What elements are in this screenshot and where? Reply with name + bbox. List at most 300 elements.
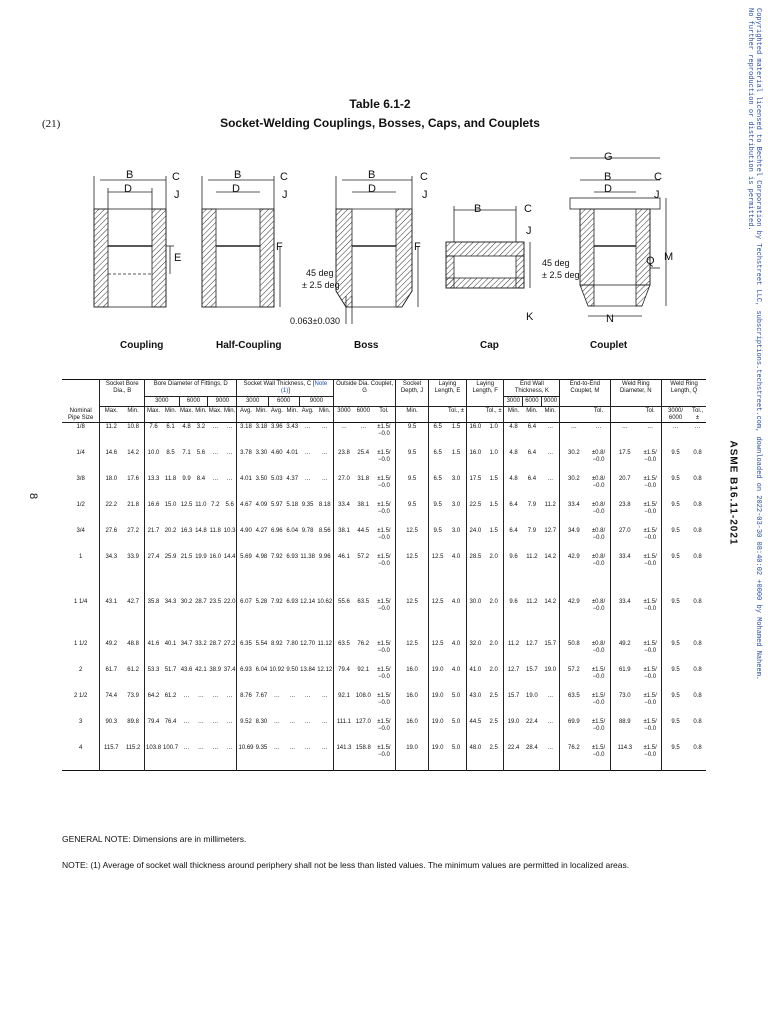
table-cell: 9.5 bbox=[662, 579, 689, 640]
fitting-drawings bbox=[60, 146, 710, 366]
table-cell: 19.0 bbox=[504, 718, 523, 744]
table-cell: 88.9 bbox=[610, 718, 639, 744]
table-cell: 11.8 bbox=[164, 476, 177, 483]
table-cell: 43.6 bbox=[180, 667, 193, 674]
nps-cell: 1 1/4 bbox=[74, 599, 88, 606]
table-cell: 11.0 bbox=[195, 502, 207, 509]
h-min: Min. bbox=[195, 407, 207, 414]
table-cell: 19.0 bbox=[429, 692, 446, 718]
table-cell: 38.1 bbox=[334, 527, 354, 553]
table-cell: 8.92 bbox=[270, 641, 283, 648]
table-cell: 23.8 bbox=[334, 449, 354, 475]
cap-dim-b: B bbox=[474, 203, 482, 215]
couplet-dim-b: B bbox=[604, 171, 612, 183]
table-cell: 0.8 bbox=[693, 502, 702, 509]
cap-dim-k: K bbox=[526, 311, 534, 323]
table-cell: … bbox=[321, 450, 328, 457]
h-min: Min. bbox=[544, 407, 556, 414]
h-g-3000: 3000 bbox=[334, 406, 354, 423]
table-cell: … bbox=[321, 424, 328, 431]
table-cell: 6.4 bbox=[527, 476, 537, 483]
table-cell: … bbox=[226, 450, 233, 457]
table-cell: … bbox=[610, 423, 639, 450]
h-max: Max. bbox=[208, 407, 222, 414]
table-cell: 9.5 bbox=[662, 744, 689, 771]
table-cell: 2.0 bbox=[489, 667, 498, 674]
table-row bbox=[62, 501, 706, 527]
table-cell: 5.03 bbox=[270, 476, 283, 483]
table-cell: ±1.5/ −0.0 bbox=[643, 641, 657, 655]
table-cell: 43.1 bbox=[100, 579, 122, 640]
table-cell: 19.0 bbox=[429, 744, 446, 771]
table-cell: 63.5 bbox=[357, 599, 370, 606]
table-cell: 23.5 bbox=[209, 599, 222, 606]
table-cell: 3.43 bbox=[286, 424, 299, 431]
table-cell: … bbox=[212, 719, 219, 726]
table-cell: 8.4 bbox=[196, 476, 206, 483]
table-cell: 6.4 bbox=[527, 450, 537, 457]
table-cell: 6.5 bbox=[429, 449, 446, 475]
coupling-dim-b: B bbox=[126, 169, 134, 181]
table-cell: 12.5 bbox=[180, 502, 193, 509]
col-nps: Nominal Pipe Size bbox=[62, 380, 100, 423]
couplet-dim-n: N bbox=[606, 313, 614, 325]
table-cell: 6.96 bbox=[270, 528, 283, 535]
table-cell: 30.2 bbox=[180, 599, 193, 606]
table-cell: 114.3 bbox=[610, 744, 639, 771]
table-cell: … bbox=[334, 423, 354, 450]
table-row bbox=[62, 744, 706, 771]
table-cell: ±1.5/ −0.0 bbox=[377, 745, 391, 759]
table-cell: 2.5 bbox=[489, 719, 498, 726]
table-cell: 9.5 bbox=[662, 475, 689, 501]
standard-side-label bbox=[718, 440, 748, 600]
table-cell: 7.67 bbox=[255, 693, 268, 700]
watermark-line-2: No further reproduction or distribution is permitted. bbox=[746, 8, 754, 231]
table-cell: 6.93 bbox=[237, 666, 255, 692]
table-cell: … bbox=[289, 719, 296, 726]
table-cell: 33.9 bbox=[127, 554, 139, 561]
table-cell: ±0.8/ −0.0 bbox=[591, 599, 606, 613]
table-cell: 4.09 bbox=[255, 502, 268, 509]
table-cell: 34.9 bbox=[560, 527, 588, 553]
table-cell: 9.5 bbox=[662, 692, 689, 718]
table-subtitle: Socket-Welding Couplings, Bosses, Caps, and Couplets bbox=[220, 116, 540, 130]
table-cell: ±1.5/ −0.0 bbox=[377, 641, 391, 655]
table-cell: 6.5 bbox=[429, 423, 446, 450]
table-cell: 40.1 bbox=[164, 641, 177, 648]
table-cell: 3.30 bbox=[255, 450, 268, 457]
table-cell: 1.5 bbox=[489, 528, 498, 535]
table-cell: 1.0 bbox=[489, 424, 498, 431]
table-cell: 19.0 bbox=[429, 666, 446, 692]
general-note: GENERAL NOTE: Dimensions are in millimeters. bbox=[62, 834, 247, 844]
boss-dim-f: F bbox=[414, 241, 421, 253]
h-avg: Avg. bbox=[237, 406, 255, 423]
table-cell: ±1.5/ −0.0 bbox=[643, 667, 657, 681]
table-cell: 14.2 bbox=[544, 599, 557, 606]
table-cell: 4.90 bbox=[237, 527, 255, 553]
col-laying-f: Laying Length, F bbox=[466, 380, 504, 407]
boss-gap-label: 0.063±0.030 bbox=[290, 316, 340, 326]
table-cell: 61.2 bbox=[127, 667, 139, 674]
boss-label: Boss bbox=[354, 340, 379, 351]
wall-note-link[interactable]: Note (1) bbox=[280, 381, 328, 394]
table-cell: … bbox=[212, 476, 219, 483]
table-cell: 55.6 bbox=[334, 579, 354, 640]
table-cell: 20.7 bbox=[610, 475, 639, 501]
table-cell: 10.8 bbox=[127, 424, 139, 431]
table-cell: 8.5 bbox=[166, 450, 175, 457]
table-cell: 103.8 bbox=[145, 744, 163, 771]
col-socket-depth: Socket Depth, J bbox=[395, 380, 428, 407]
table-cell: 9.5 bbox=[662, 640, 689, 666]
table-cell: 3.96 bbox=[270, 424, 283, 431]
table-cell: ±1.5/ −0.0 bbox=[643, 554, 657, 568]
table-cell: 90.3 bbox=[100, 718, 122, 744]
table-cell: ±0.8/ −0.0 bbox=[591, 476, 606, 490]
table-cell: 41.6 bbox=[145, 640, 163, 666]
table-cell: 9.5 bbox=[395, 423, 428, 450]
table-cell: … bbox=[212, 424, 219, 431]
table-cell: … bbox=[595, 424, 602, 431]
table-cell: … bbox=[289, 745, 296, 752]
table-cell: 3.18 bbox=[237, 423, 255, 450]
wall-6000: 6000 bbox=[268, 396, 299, 406]
h-tol: Tol. bbox=[645, 407, 655, 414]
table-cell: 2.5 bbox=[489, 693, 498, 700]
table-cell: ±0.8/ −0.0 bbox=[591, 641, 606, 655]
table-cell: 5.69 bbox=[237, 553, 255, 579]
h-avg: Avg. bbox=[301, 407, 314, 414]
table-cell: 19.0 bbox=[429, 718, 446, 744]
table-cell: 4.98 bbox=[255, 554, 268, 561]
table-cell: 6.1 bbox=[166, 424, 175, 431]
nps-cell: 2 bbox=[79, 667, 83, 674]
table-cell: … bbox=[547, 450, 554, 457]
table-row bbox=[62, 666, 706, 692]
table-cell: … bbox=[547, 745, 554, 752]
k-3000: 3000 bbox=[504, 396, 523, 406]
table-cell: ±1.5/ −0.0 bbox=[591, 745, 606, 759]
table-cell: … bbox=[226, 424, 233, 431]
table-cell: 64.2 bbox=[145, 692, 163, 718]
table-cell: … bbox=[304, 745, 311, 752]
half-coupling-label: Half-Coupling bbox=[216, 340, 282, 351]
table-cell: 57.2 bbox=[357, 554, 370, 561]
table-cell: … bbox=[360, 424, 367, 431]
table-cell: 4.01 bbox=[237, 475, 255, 501]
table-cell: 158.8 bbox=[355, 745, 371, 752]
table-cell: 27.0 bbox=[334, 475, 354, 501]
table-cell: 48.8 bbox=[127, 641, 139, 648]
table-cell: ±1.5/ −0.0 bbox=[643, 693, 657, 707]
table-cell: 8.30 bbox=[255, 719, 268, 726]
table-cell: 12.5 bbox=[395, 527, 428, 553]
table-cell: … bbox=[304, 693, 311, 700]
table-cell: 9.5 bbox=[662, 718, 689, 744]
table-cell: 17.5 bbox=[610, 449, 639, 475]
col-bore-dia: Bore Diameter of Fittings, D bbox=[145, 380, 237, 397]
nps-cell: 1/2 bbox=[76, 502, 85, 509]
table-cell: 4.67 bbox=[237, 501, 255, 527]
table-cell: 38.9 bbox=[209, 667, 222, 674]
couplet-angle-label: 45 deg bbox=[542, 258, 570, 268]
table-cell: 9.52 bbox=[237, 718, 255, 744]
table-cell: … bbox=[289, 693, 296, 700]
table-cell: 33.4 bbox=[610, 579, 639, 640]
table-cell: 14.4 bbox=[223, 554, 236, 561]
table-cell: 8.18 bbox=[318, 502, 331, 509]
table-cell: … bbox=[273, 719, 280, 726]
table-row bbox=[62, 579, 706, 640]
bore-6000: 6000 bbox=[179, 396, 208, 406]
boss-dim-c: C bbox=[420, 171, 428, 183]
table-cell: ±1.5/ −0.0 bbox=[377, 667, 391, 681]
table-cell: 9.5 bbox=[662, 553, 689, 579]
table-cell: 27.0 bbox=[610, 527, 639, 553]
table-cell: 1.5 bbox=[451, 424, 461, 431]
table-cell: 9.50 bbox=[286, 667, 299, 674]
table-cell: … bbox=[197, 693, 204, 700]
table-cell: … bbox=[560, 423, 588, 450]
table-cell: ±1.5/ −0.0 bbox=[591, 693, 606, 707]
table-cell: ±1.5/ −0.0 bbox=[377, 719, 391, 733]
table-cell: 22.4 bbox=[504, 744, 523, 771]
couplet-angle-tol: ± 2.5 deg bbox=[542, 270, 580, 280]
table-cell: 1.5 bbox=[489, 502, 498, 509]
table-cell: 11.2 bbox=[526, 554, 538, 561]
table-cell: 5.0 bbox=[451, 693, 461, 700]
table-cell: … bbox=[197, 745, 204, 752]
table-cell: 14.8 bbox=[195, 528, 207, 535]
table-cell: 11.8 bbox=[209, 528, 221, 535]
table-cell: 89.8 bbox=[127, 719, 139, 726]
table-cell: 27.2 bbox=[223, 641, 236, 648]
table-cell: 16.3 bbox=[180, 528, 193, 535]
table-cell: 19.0 bbox=[526, 693, 538, 700]
nps-cell: 1/4 bbox=[76, 450, 85, 457]
table-cell: ±1.5/ −0.0 bbox=[377, 599, 391, 613]
table-cell: ±1.5/ −0.0 bbox=[377, 693, 391, 707]
table-cell: 76.2 bbox=[560, 744, 588, 771]
h-min: Min. bbox=[255, 407, 268, 414]
table-cell: 6.5 bbox=[429, 475, 446, 501]
half-coupling-dim-b: B bbox=[234, 169, 242, 181]
table-cell: 9.78 bbox=[301, 528, 314, 535]
table-cell: 6.4 bbox=[504, 527, 523, 553]
table-cell: 34.3 bbox=[164, 599, 177, 606]
bore-9000: 9000 bbox=[208, 396, 237, 406]
h-max: Max. bbox=[180, 407, 194, 414]
table-cell: 11.2 bbox=[526, 599, 538, 606]
table-cell: 12.5 bbox=[395, 553, 428, 579]
table-cell: 28.5 bbox=[466, 553, 483, 579]
table-cell: 9.5 bbox=[395, 501, 428, 527]
table-cell: 33.4 bbox=[334, 501, 354, 527]
table-cell: 12.12 bbox=[317, 667, 333, 674]
table-row bbox=[62, 718, 706, 744]
boss-dim-b: B bbox=[368, 169, 376, 181]
table-cell: 11.12 bbox=[317, 641, 333, 648]
h-min: Min. bbox=[286, 407, 298, 414]
table-cell: 16.0 bbox=[395, 718, 428, 744]
h-max: Max. bbox=[100, 406, 122, 423]
table-cell: 9.5 bbox=[662, 449, 689, 475]
table-cell: 76.4 bbox=[164, 719, 177, 726]
table-cell: 5.18 bbox=[286, 502, 299, 509]
table-cell: 7.80 bbox=[286, 641, 299, 648]
table-cell: 1.0 bbox=[489, 450, 498, 457]
boss-dim-j: J bbox=[422, 189, 428, 201]
table-cell: 100.7 bbox=[163, 745, 179, 752]
table-cell: 0.8 bbox=[693, 745, 702, 752]
table-cell: ±1.5/ −0.0 bbox=[377, 502, 391, 516]
table-cell: 13.84 bbox=[300, 667, 316, 674]
standard-label: ASME B16.11-2021 bbox=[727, 440, 739, 546]
table-cell: 10.69 bbox=[237, 744, 255, 771]
table-cell: … bbox=[226, 745, 233, 752]
bore-3000: 3000 bbox=[145, 396, 180, 406]
table-cell: … bbox=[547, 476, 554, 483]
table-cell: ±1.5/ −0.0 bbox=[377, 476, 391, 490]
col-ring-len: Weld Ring Length, Q bbox=[662, 380, 706, 407]
table-cell: 0.8 bbox=[693, 599, 702, 606]
h-q-tol: Tol., ± bbox=[691, 407, 703, 421]
table-cell: 12.5 bbox=[429, 640, 446, 666]
table-cell: 13.3 bbox=[145, 475, 163, 501]
table-cell: 0.8 bbox=[693, 528, 702, 535]
table-cell: 19.0 bbox=[544, 667, 557, 674]
table-cell: 31.8 bbox=[357, 476, 370, 483]
table-cell: 9.5 bbox=[662, 501, 689, 527]
table-cell: 5.28 bbox=[255, 599, 268, 606]
table-cell: 127.0 bbox=[355, 719, 371, 726]
table-cell: 23.8 bbox=[610, 501, 639, 527]
table-cell: 6.04 bbox=[286, 528, 299, 535]
table-cell: 53.3 bbox=[145, 666, 163, 692]
table-cell: 0.8 bbox=[693, 641, 702, 648]
table-cell: 9.5 bbox=[662, 527, 689, 553]
table-cell: 50.8 bbox=[560, 640, 588, 666]
table-cell: … bbox=[212, 693, 219, 700]
table-cell: 111.1 bbox=[334, 718, 354, 744]
table-cell: 12.5 bbox=[395, 579, 428, 640]
table-cell: … bbox=[304, 450, 311, 457]
table-cell: 63.5 bbox=[560, 692, 588, 718]
table-cell: 16.6 bbox=[145, 501, 163, 527]
table-cell: 21.8 bbox=[127, 502, 139, 509]
table-cell: 17.5 bbox=[466, 475, 483, 501]
table-row bbox=[62, 553, 706, 579]
table-cell: 49.2 bbox=[610, 640, 639, 666]
table-cell: 4.37 bbox=[286, 476, 299, 483]
table-cell: ±1.5/ −0.0 bbox=[591, 667, 606, 681]
table-cell: 0.8 bbox=[693, 450, 702, 457]
couplet-dim-m: M bbox=[664, 251, 674, 263]
table-cell: 42.9 bbox=[560, 553, 588, 579]
note-1: NOTE: (1) Average of socket wall thickness around periphery shall not be less than listed values. The minimum values are permitted in localized areas. bbox=[62, 860, 630, 870]
h-g-6000: 6000 bbox=[356, 407, 370, 414]
table-cell: 38.1 bbox=[357, 502, 370, 509]
table-cell: 4.01 bbox=[286, 450, 299, 457]
table-cell: 5.0 bbox=[451, 719, 461, 726]
table-body bbox=[62, 423, 706, 771]
table-cell: 11.2 bbox=[544, 502, 556, 509]
table-cell: 9.5 bbox=[395, 449, 428, 475]
table-cell: 16.0 bbox=[466, 423, 483, 450]
wall-9000: 9000 bbox=[299, 396, 334, 406]
table-cell: 37.4 bbox=[223, 667, 236, 674]
table-cell: 3.50 bbox=[255, 476, 268, 483]
table-cell: 21.5 bbox=[180, 554, 193, 561]
table-cell: 4.60 bbox=[270, 450, 283, 457]
table-cell: 3.18 bbox=[255, 424, 268, 431]
table-cell: 20.2 bbox=[164, 528, 177, 535]
table-cell: 4.8 bbox=[504, 423, 523, 450]
table-cell: 18.0 bbox=[100, 475, 122, 501]
table-cell: ±1.5/ −0.0 bbox=[643, 599, 657, 613]
couplet-label: Couplet bbox=[590, 340, 628, 351]
table-cell: 22.4 bbox=[526, 719, 538, 726]
table-cell: 9.5 bbox=[662, 666, 689, 692]
table-cell: 28.7 bbox=[209, 641, 222, 648]
table-cell: 12.5 bbox=[395, 640, 428, 666]
h-min: Min. bbox=[164, 407, 177, 414]
table-cell: 12.7 bbox=[544, 528, 557, 535]
table-cell: 27.2 bbox=[127, 528, 139, 535]
table-cell: 6.93 bbox=[286, 599, 299, 606]
wall-3000: 3000 bbox=[237, 396, 268, 406]
watermark-line-1: Copyrighted material licensed to Bechtel Corporation by Techstreet LLC, subscriptions.techstreet.com, downloaded on 2022-03-30 08:40:02 +0000 by Mohamed Naheem. bbox=[754, 8, 762, 681]
cap-dim-j: J bbox=[526, 225, 532, 237]
table-cell: 73.0 bbox=[610, 692, 639, 718]
table-cell: 24.0 bbox=[466, 527, 483, 553]
boss-angle-tol: ± 2.5 deg bbox=[302, 280, 340, 290]
table-cell: 34.7 bbox=[180, 641, 193, 648]
table-cell: 9.35 bbox=[301, 502, 314, 509]
couplet-dim-c: C bbox=[654, 171, 662, 183]
col-socket-bore: Socket Bore Dia., B bbox=[100, 380, 145, 407]
boss-dim-d: D bbox=[368, 183, 376, 195]
table-cell: 3.2 bbox=[196, 424, 206, 431]
table-cell: 9.35 bbox=[255, 745, 268, 752]
table-cell: 28.7 bbox=[195, 599, 207, 606]
table-cell: 16.0 bbox=[395, 666, 428, 692]
table-cell: 48.0 bbox=[466, 744, 483, 771]
table-cell: 44.5 bbox=[357, 528, 370, 535]
table-cell: 4.0 bbox=[451, 554, 461, 561]
table-cell: 41.0 bbox=[466, 666, 483, 692]
table-cell: 7.1 bbox=[182, 450, 191, 457]
table-cell: 8.76 bbox=[237, 692, 255, 718]
table-cell: … bbox=[212, 450, 219, 457]
table-cell: 42.7 bbox=[127, 599, 139, 606]
h-tol: Tol. bbox=[379, 407, 389, 414]
table-cell: 11.2 bbox=[504, 640, 523, 666]
h-avg: Avg. bbox=[270, 407, 283, 414]
nps-cell: 1 bbox=[79, 554, 83, 561]
table-cell: 6.4 bbox=[504, 501, 523, 527]
h-tol-pm: Tol., ± bbox=[485, 407, 502, 414]
cap-label: Cap bbox=[480, 340, 499, 351]
nps-cell: 3 bbox=[79, 719, 83, 726]
table-cell: 3.0 bbox=[451, 528, 461, 535]
table-cell: 10.92 bbox=[269, 667, 285, 674]
table-cell: 9.5 bbox=[429, 527, 446, 553]
table-cell: 9.6 bbox=[504, 579, 523, 640]
table-cell: 14.2 bbox=[127, 450, 139, 457]
